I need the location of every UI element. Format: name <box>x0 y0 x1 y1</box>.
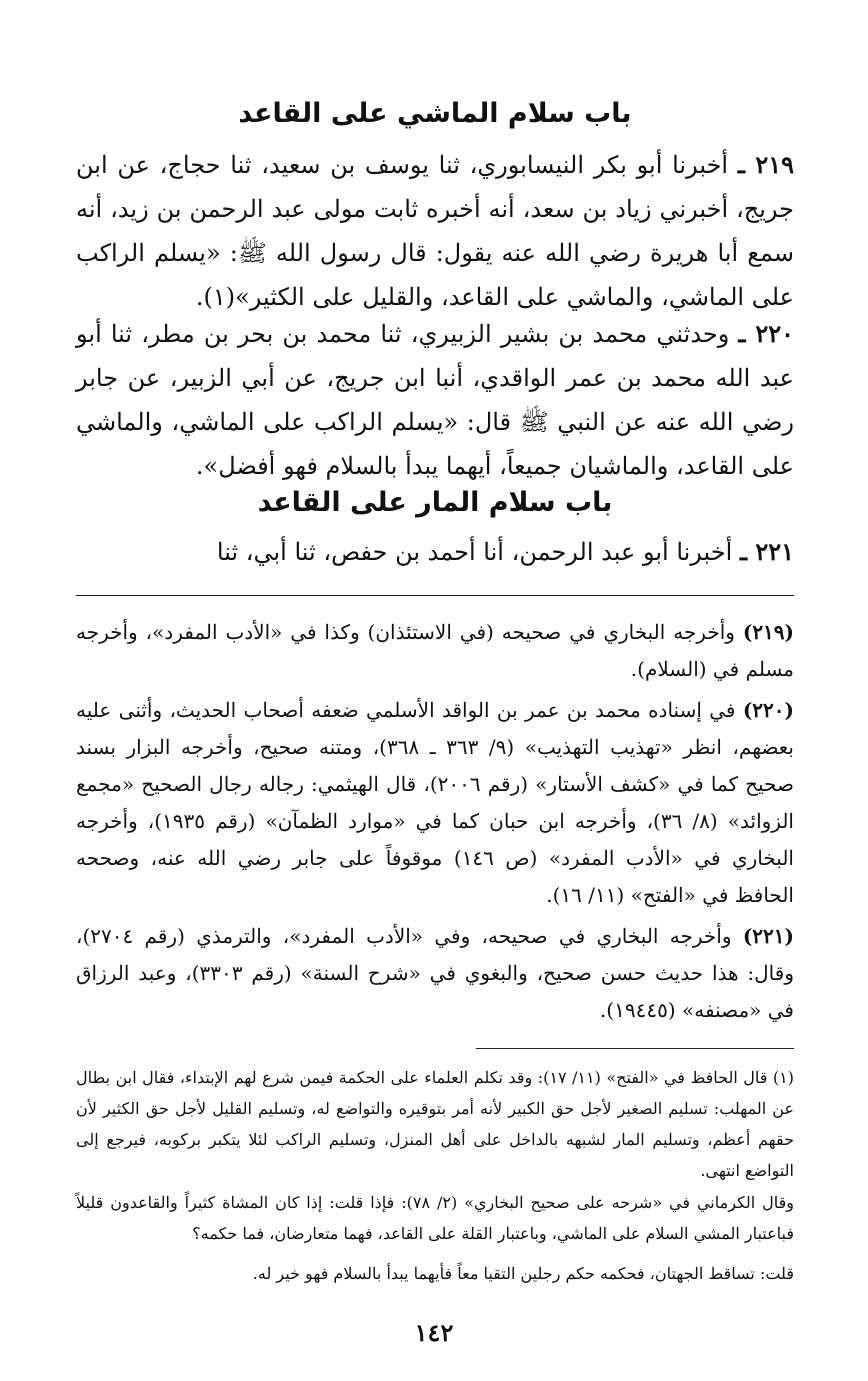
note-text: وأخرجه البخاري في صحيحه (في الاستئذان) وكذا في «الأدب المفرد»، وأخرجه مسلم في (السلام). <box>76 620 794 681</box>
hadith-number: ٢١٩ ـ <box>737 150 795 179</box>
footnote-1: (١) قال الحافظ في «الفتح» (١١/ ١٧): وقد تكلم العلماء على الحكمة فيمن شرع لهم الإبتداء، فقال ابن بطال عن المهلب: تسليم الصغير لأجل حق الكبير لأنه أمر بتوقيره والتواضع له، وتسليم القليل لأجل حق الكثير لأن حقهم أعظم، وتسليم المار لشبهه بالداخل على أهل المنزل، وتسليم الراكب لئلا يتكبر بركوبه، فيرجع إلى التواضع انتهى. <box>76 1068 795 1180</box>
chapter-heading-walker: باب سلام الماشي على القاعد <box>238 98 632 129</box>
footnote-conclusion: قلت: تساقط الجهتان، فحكمه حكم رجلين التقيا معاً فأيهما يبدأ بالسلام فهو خير له. <box>252 1264 794 1283</box>
page-number: ١٤٢ <box>414 1318 454 1347</box>
chapter-heading-passer: باب سلام المار على القاعد <box>257 487 613 518</box>
hadith-number: ٢٢١ ـ <box>739 537 794 566</box>
hadith-219 <box>76 143 794 319</box>
note-text: في إسناده محمد بن عمر بن الواقد الأسلمي ضعفه أصحاب الحديث، وأثنى عليه بعضهم، انظر «تهذيب التهذيب» (٩/ ٣٦٣ ـ ٣٦٨)، ومتنه صحيح، وأخرجه البزار بسند صحيح كما في «كشف الأستار» (رقم ٢٠٠٦)، قال الهيثمي: رجاله رجال الصحيح «مجمع الزوائد» (٨/ ٣٦)، وأخرجه ابن حبان كما في «موارد الظمآن» (رقم ١٩٣٥)، وأخرجه البخاري في «الأدب المفرد» (ص ١٤٦) موقوفاً على جابر رضي الله عنه، وصححه الحافظ في «الفتح» (١١/ ١٦). <box>76 698 794 907</box>
note-number: (٢١٩) <box>742 620 795 644</box>
hadith-text: أخبرنا أبو بكر النيسابوري، ثنا يوسف بن سعيد، ثنا حجاج، عن ابن جريج، أخبرني زياد بن سعد، أنه أخبره ثابت مولى عبد الرحمن بن زيد، أنه سمع أبا هريرة رضي الله عنه يقول: قال رسول الله ﷺ: «يسلم الراكب على الماشي، والماشي على القاعد، والقليل على الكثير»(١). <box>76 151 794 311</box>
hadith-text: أخبرنا أبو عبد الرحمن، أنا أحمد بن حفص، ثنا أبي، ثنا <box>216 538 733 566</box>
footnote-divider <box>476 1048 794 1049</box>
note-220 <box>76 692 794 914</box>
note-number: (٢٢١) <box>742 924 794 948</box>
hadith-number: ٢٢٠ ـ <box>738 319 794 348</box>
note-text: وأخرجه البخاري في صحيحه، وفي «الأدب المفرد»، والترمذي (رقم ٢٧٠٤)، وقال: هذا حديث حسن صحيح، والبغوي في «شرح السنة» (رقم ٣٣٠٣)، وعبد الرزاق في «مصنفه» (١٩٤٤٥). <box>76 924 794 1022</box>
note-219 <box>76 614 794 688</box>
hadith-220 <box>76 312 794 488</box>
note-221 <box>76 918 794 1029</box>
hadith-221 <box>76 530 794 574</box>
hadith-text: وحدثني محمد بن بشير الزبيري، ثنا محمد بن بحر بن مطر، ثنا أبو عبد الله محمد بن عمر الواقدي، أنبا ابن جريج، عن أبي الزبير، عن جابر رضي الله عنه عن النبي ﷺ قال: «يسلم الراكب على الماشي، والماشي على القاعد، والماشيان جميعاً، أيهما يبدأ بالسلام فهو أفضل». <box>76 320 794 480</box>
note-number: (٢٢٠) <box>742 698 794 722</box>
main-divider <box>76 595 794 596</box>
footnote-kirmani: وقال الكرماني في «شرحه على صحيح البخاري» (٢/ ٧٨): فإذا قلت: إذا كان المشاة كثيراً والقاعدون قليلاً فباعتبار المشي السلام على الماشي، وباعتبار القلة على القاعد، فهما متعارضان، فما حكمه؟ <box>76 1193 794 1243</box>
